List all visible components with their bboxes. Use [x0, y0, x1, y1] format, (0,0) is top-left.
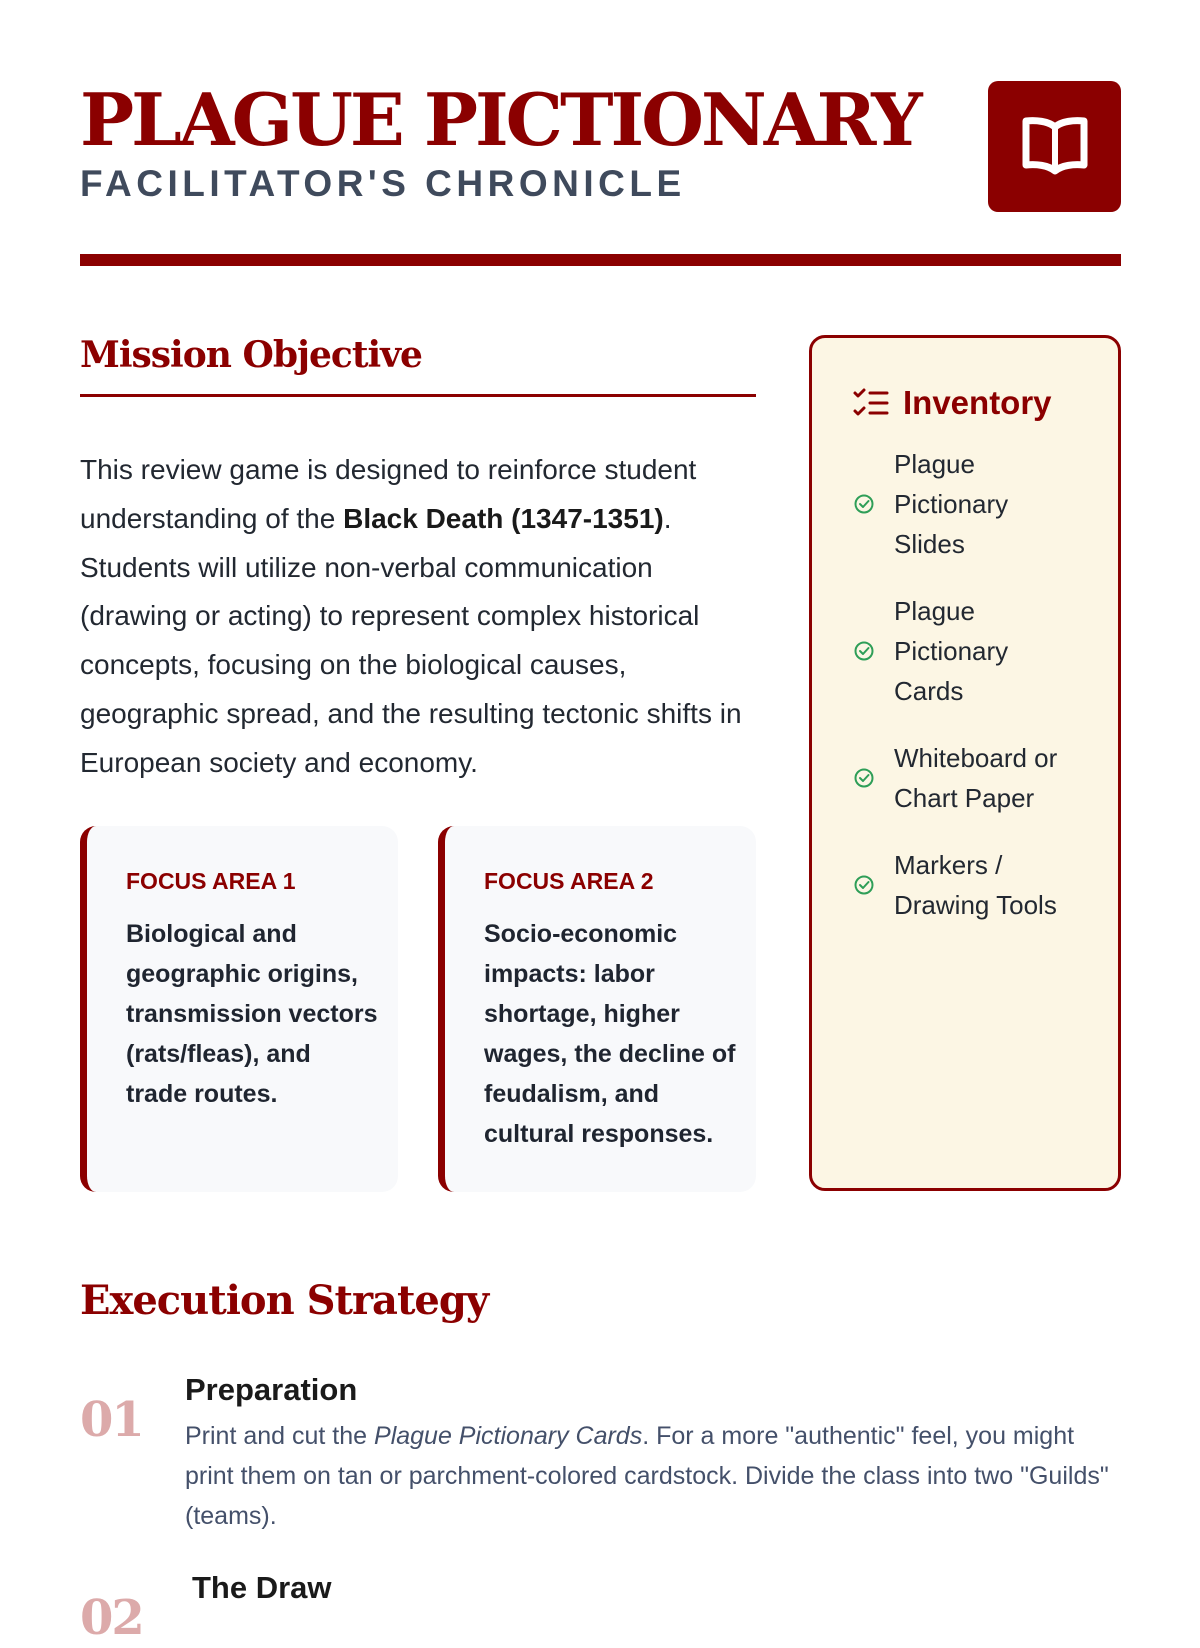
- mission-objective-section: [80, 330, 756, 778]
- inventory-header: [853, 378, 1092, 428]
- inventory-item-label: Whiteboard or Chart Paper: [894, 743, 1058, 813]
- focus-area-text: Socio-economic impacts: labor shortage, higher wages, the decline of feudalism, and cultural responses.: [484, 920, 736, 1148]
- inventory-panel: [809, 335, 1121, 1191]
- step-text-italic: Plague Pictionary Cards: [374, 1422, 643, 1450]
- focus-area-label: FOCUS AREA 2: [484, 868, 654, 894]
- inventory-item: [853, 738, 1092, 818]
- focus-area-text: Biological and geographic origins, transmission vectors (rats/fleas), and trade routes.: [126, 920, 378, 1108]
- header-divider: [80, 254, 1121, 266]
- check-circle-icon: [853, 640, 875, 662]
- inventory-item: [853, 591, 1092, 711]
- inventory-item: [853, 444, 1092, 564]
- page-title: PLAGUE PICTIONARY: [80, 77, 920, 162]
- execution-heading: Execution Strategy: [80, 1277, 489, 1324]
- focus-area-label: FOCUS AREA 1: [126, 868, 296, 894]
- mission-heading: Mission Objective: [80, 330, 756, 397]
- mission-highlight: Black Death (1347-1351): [343, 502, 664, 534]
- focus-area-card: [80, 826, 398, 1192]
- open-book-icon: [1018, 115, 1092, 179]
- checklist-icon: [853, 387, 889, 419]
- step-title: The Draw: [192, 1570, 332, 1605]
- step-text-start: Print and cut the: [185, 1422, 375, 1450]
- focus-area-card: [438, 826, 756, 1192]
- inventory-item-label: Markers / Drawing Tools: [894, 850, 1057, 920]
- check-circle-icon: [853, 874, 875, 896]
- step-title: Preparation: [185, 1372, 358, 1407]
- page-subtitle: FACILITATOR'S CHRONICLE: [80, 163, 686, 204]
- inventory-title: Inventory: [903, 384, 1052, 421]
- step-description: [185, 1416, 1121, 1536]
- step-number: 01: [80, 1392, 143, 1448]
- mission-description: [80, 446, 756, 788]
- facilitator-guide-page: [80, 0, 1121, 1646]
- inventory-item-label: Plague Pictionary Cards: [894, 596, 1009, 706]
- check-circle-icon: [853, 493, 875, 515]
- check-circle-icon: [853, 767, 875, 789]
- inventory-item-label: Plague Pictionary Slides: [894, 449, 1009, 559]
- step-number: 02: [80, 1590, 143, 1646]
- mission-text-start: This review game is designed to reinforce student understanding of the: [80, 454, 697, 534]
- execution-strategy-section: [80, 1276, 1121, 1646]
- logo-badge: [988, 81, 1121, 212]
- step-text-end: . For a more "authentic" feel, you might print them on tan or parchment-colored cardstock. Divide the class into two "Guilds" (teams).: [185, 1422, 1109, 1530]
- mission-text-end: . Students will utilize non-verbal communication (drawing or acting) to represent complex historical concepts, focusing on the biological causes, geographic spread, and the resulting tectonic shifts in European society and economy.: [80, 502, 742, 778]
- page-header: [80, 78, 1121, 213]
- inventory-list: [853, 444, 1092, 925]
- inventory-item: [853, 845, 1092, 925]
